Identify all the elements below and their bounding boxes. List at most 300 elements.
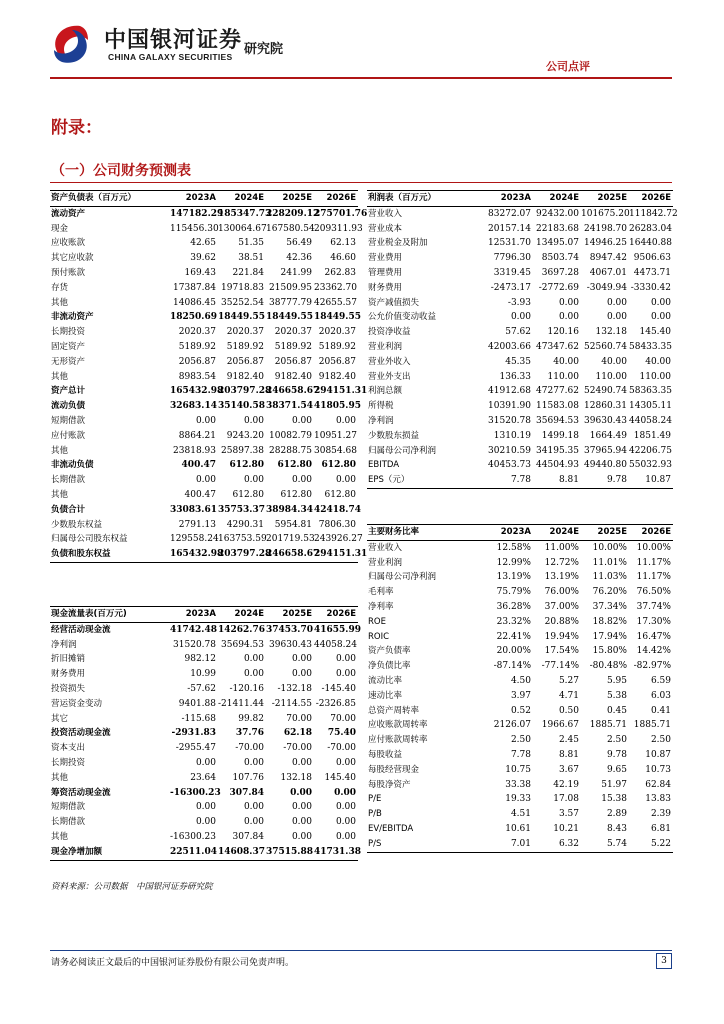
cell-value: 42655.57	[314, 297, 357, 308]
table-row	[367, 296, 673, 311]
row-label: 归属母公司净利润	[368, 445, 437, 456]
row-label: 总资产周转率	[368, 705, 420, 716]
table-row	[367, 615, 673, 630]
cell-value: 37965.94	[584, 445, 627, 456]
cell-value: 3.67	[558, 764, 579, 775]
cell-value: -70.00	[235, 743, 264, 754]
cell-value: -2326.85	[315, 698, 356, 709]
cell-value: 110.00	[595, 371, 627, 382]
cell-value: 23.64	[190, 772, 216, 783]
cell-value: 165432.98	[170, 386, 224, 397]
cell-value: 12.58%	[496, 542, 531, 553]
cell-value: 58363.35	[629, 386, 672, 397]
cell-value: 2.50	[606, 735, 627, 746]
cell-value: 44058.24	[314, 639, 357, 650]
cell-value: -2931.83	[171, 728, 216, 739]
cell-value: 38371.54	[266, 401, 313, 412]
cell-value: 4.50	[510, 675, 531, 686]
table-row	[50, 414, 358, 429]
cell-value: 0.00	[335, 831, 356, 842]
row-label: 其他	[51, 489, 69, 500]
cell-value: 70.00	[330, 713, 356, 724]
cell-value: 57.62	[505, 327, 531, 338]
cell-value: 115456.30	[170, 223, 219, 234]
table-row	[367, 600, 673, 615]
table-row	[50, 845, 358, 860]
cell-value: 7796.30	[493, 253, 531, 264]
row-label: 归属母公司股东权益	[51, 534, 128, 545]
cell-value: 16.47%	[636, 631, 671, 642]
row-label: 财务费用	[51, 669, 86, 680]
row-label: 公允价值变动收益	[368, 312, 437, 323]
cell-value: 42206.75	[629, 445, 672, 456]
cell-value: -80.48%	[589, 661, 627, 672]
table-row	[50, 236, 358, 251]
cell-value: 203797.28	[218, 547, 266, 562]
cell-value: 0.00	[334, 787, 356, 798]
row-label: 其它应收款	[51, 253, 94, 264]
cell-value: 4290.31	[226, 519, 264, 530]
cell-value: 38.51	[238, 253, 264, 264]
row-label: P/S	[367, 837, 485, 852]
cell-value: 0.00	[291, 415, 312, 426]
table-row	[50, 325, 358, 340]
cell-value: 0.00	[335, 654, 356, 665]
table-header-row	[367, 525, 673, 541]
cell-value: 241.99	[280, 267, 312, 278]
cell-value: -82.97%	[633, 661, 671, 672]
cell-value: 23362.70	[314, 282, 357, 293]
cell-value: 76.50%	[636, 587, 671, 598]
row-label: 营业成本	[368, 223, 403, 234]
cell-value: 41912.68	[488, 386, 531, 397]
cell-value: 0.00	[243, 415, 264, 426]
cell-value: 33.38	[505, 779, 531, 790]
cell-value: 9182.40	[318, 371, 356, 382]
cell-value: 10951.27	[314, 430, 357, 441]
cell-value: 37515.88	[266, 845, 314, 860]
cell-value: 5189.92	[274, 341, 312, 352]
table-row	[367, 704, 673, 719]
row-label: 净利润	[368, 415, 394, 426]
table-row	[367, 556, 673, 571]
cell-value: 169.43	[184, 267, 216, 278]
cell-value: 52560.74	[584, 341, 627, 352]
cell-value: 28288.75	[269, 445, 312, 456]
row-label: 净利率	[368, 601, 394, 612]
cell-value: 0.00	[510, 312, 531, 323]
cell-value: 37453.70	[266, 624, 313, 635]
cell-value: 6.32	[533, 837, 581, 852]
cell-value: 129558.24	[170, 534, 219, 545]
cell-value: 7806.30	[318, 519, 356, 530]
table-row	[367, 414, 673, 429]
cell-value: 0.00	[291, 817, 312, 828]
cell-value: 2056.87	[318, 356, 356, 367]
cell-value: 3.97	[510, 690, 531, 701]
table-row	[50, 429, 358, 444]
cell-value: 41742.48	[170, 624, 217, 635]
table-row	[367, 444, 673, 459]
cell-value: 62.84	[645, 779, 671, 790]
cell-value: 982.12	[184, 654, 216, 665]
cell-value: 11.17%	[636, 557, 671, 568]
cell-value: 8947.42	[589, 253, 627, 264]
cell-value: 92432.00	[536, 208, 579, 219]
table-row	[50, 503, 358, 518]
cell-value: 1310.19	[493, 430, 531, 441]
cell-value: 4.51	[510, 809, 531, 820]
cell-value: 0.00	[606, 297, 627, 308]
cell-value: 39630.43	[584, 415, 627, 426]
row-label: 投资活动现金流	[51, 728, 111, 739]
table-row	[50, 458, 358, 473]
cell-value: 165432.98	[170, 547, 218, 562]
table-row	[367, 659, 673, 674]
cell-value: 0.00	[243, 654, 264, 665]
table-row	[367, 733, 673, 748]
cell-value: 5.27	[558, 675, 579, 686]
cell-value: 14086.45	[173, 297, 216, 308]
cell-value: 262.83	[324, 267, 356, 278]
cell-value: 9182.40	[274, 371, 312, 382]
year-header: 2024E	[533, 525, 581, 541]
cell-value: 1851.49	[633, 430, 671, 441]
cell-value: 4473.71	[633, 267, 671, 278]
cell-value: 612.80	[280, 489, 312, 500]
table-row	[50, 547, 358, 562]
row-label: EV/EBITDA	[368, 823, 414, 834]
table-row	[367, 570, 673, 585]
cell-value: 13.19%	[544, 572, 579, 583]
row-label: 应收账款周转率	[368, 720, 428, 731]
cell-value: 167580.54	[266, 223, 315, 234]
table-row	[367, 458, 673, 473]
table-row	[367, 718, 673, 733]
cell-value: 18250.69	[170, 312, 217, 323]
cell-value: 12531.70	[488, 238, 531, 249]
row-label: 其他	[51, 297, 69, 308]
cell-value: 0.00	[335, 669, 356, 680]
cell-value: 9243.20	[226, 430, 264, 441]
cell-value: 17.94%	[592, 631, 627, 642]
cell-value: 5189.92	[178, 341, 216, 352]
year-header: 2026E	[629, 525, 673, 541]
cell-value: 2.89	[606, 809, 627, 820]
cell-value: -2772.69	[538, 282, 579, 293]
cell-value: -70.00	[283, 743, 312, 754]
cell-value: 0.00	[335, 802, 356, 813]
table-row	[50, 667, 358, 682]
cell-value: 19.94%	[544, 631, 579, 642]
cell-value: 9182.40	[226, 371, 264, 382]
row-label: 经营活动现金流	[51, 624, 111, 635]
cell-value: 400.47	[181, 460, 216, 471]
cell-value: 111842.72	[629, 208, 678, 219]
table-row	[367, 822, 673, 837]
cell-value: 8503.74	[541, 253, 579, 264]
table-row	[50, 682, 358, 697]
year-header: 2023A	[485, 525, 533, 541]
brand-subtitle: 研究院	[244, 42, 284, 57]
cell-value: 18449.55	[314, 312, 361, 323]
cell-value: 132.18	[595, 327, 627, 338]
table-row	[50, 488, 358, 503]
cell-value: 0.45	[606, 705, 627, 716]
cell-value: 120.16	[547, 327, 579, 338]
row-label: 流动资产	[51, 208, 86, 219]
cell-value: 0.00	[335, 817, 356, 828]
cell-value: 37.34%	[592, 601, 627, 612]
row-label: 营业费用	[368, 253, 403, 264]
cell-value: 1885.71	[633, 720, 671, 731]
table-row	[50, 266, 358, 281]
cell-value: 34195.35	[536, 445, 579, 456]
table-row	[50, 771, 358, 786]
table-row	[50, 473, 358, 488]
cell-value: 0.00	[290, 787, 312, 798]
cell-value: 51.97	[601, 779, 627, 790]
year-header: 2026E	[314, 607, 358, 623]
cell-value: 17387.84	[173, 282, 216, 293]
cell-value: 101675.20	[581, 208, 630, 219]
cell-value: 110.00	[639, 371, 671, 382]
cell-value: 0.00	[243, 802, 264, 813]
cell-value: 24198.70	[584, 223, 627, 234]
table-row	[367, 792, 673, 807]
cell-value: -145.40	[321, 683, 356, 694]
table-row	[50, 726, 358, 741]
row-label: 长期投资	[51, 757, 86, 768]
cell-value: 20.88%	[544, 616, 579, 627]
row-label: 现金净增加额	[50, 845, 170, 860]
cell-value: 16440.88	[629, 238, 672, 249]
cell-value: 5.74	[581, 837, 629, 852]
cell-value: 14305.11	[629, 401, 672, 412]
cell-value: -120.16	[229, 683, 264, 694]
cell-value: 30210.59	[488, 445, 531, 456]
cell-value: 0.00	[195, 757, 216, 768]
cell-value: -3.93	[507, 297, 531, 308]
cell-value: 70.00	[286, 713, 312, 724]
cell-value: 2056.87	[226, 356, 264, 367]
cell-value: 2791.13	[178, 519, 216, 530]
row-label: 筹资活动现金流	[51, 787, 111, 798]
cell-value: 22.41%	[496, 631, 531, 642]
row-label: 每股经营现金	[368, 764, 420, 775]
table-row	[367, 266, 673, 281]
row-label: 应付账款周转率	[368, 735, 428, 746]
year-header: 2025E	[581, 525, 629, 541]
cell-value: 243926.27	[314, 534, 363, 545]
cell-value: 32683.14	[170, 401, 217, 412]
cell-value: 42418.74	[314, 504, 361, 515]
cell-value: 0.00	[195, 802, 216, 813]
cell-value: 35140.58	[218, 401, 265, 412]
cell-value: 0.00	[291, 831, 312, 842]
cell-value: 0.00	[558, 297, 579, 308]
cell-value: 1966.67	[541, 720, 579, 731]
cell-value: 39630.43	[269, 639, 312, 650]
cell-value: 75.40	[327, 728, 356, 739]
cell-value: 2.50	[650, 735, 671, 746]
galaxy-logo-icon	[50, 22, 92, 66]
cell-value: 40453.73	[488, 460, 531, 471]
cell-value: 7.01	[485, 837, 533, 852]
table-header-row	[367, 191, 673, 207]
cell-value: 307.84	[232, 831, 264, 842]
cell-value: 2020.37	[178, 327, 216, 338]
cell-value: 0.00	[335, 757, 356, 768]
table-row	[367, 251, 673, 266]
section-divider	[50, 182, 672, 183]
cell-value: 19.33	[505, 794, 531, 805]
row-label: 流动比率	[368, 675, 403, 686]
row-label: 净负债比率	[368, 661, 411, 672]
cell-value: 10.87	[629, 473, 673, 488]
report-type-label: 公司点评	[546, 60, 590, 73]
cell-value: 41805.95	[314, 401, 361, 412]
income-statement-table	[367, 190, 678, 489]
cell-value: -57.62	[187, 683, 216, 694]
table-row	[367, 310, 673, 325]
cell-value: 83272.07	[488, 208, 531, 219]
table-row	[50, 800, 358, 815]
cell-value: 76.00%	[544, 587, 579, 598]
table-row	[367, 206, 673, 221]
cell-value: 2.39	[650, 809, 671, 820]
table-title: 利润表（百万元）	[367, 191, 485, 207]
table-row	[50, 830, 358, 845]
year-header: 2025E	[266, 191, 314, 207]
table-row	[367, 281, 673, 296]
cell-value: 23818.93	[173, 445, 216, 456]
cell-value: -16300.23	[170, 831, 216, 842]
cell-value: 51.35	[238, 238, 264, 249]
cell-value: 15.38	[601, 794, 627, 805]
cell-value: 47277.62	[536, 386, 579, 397]
cell-value: 2020.37	[318, 327, 356, 338]
row-label: 应付账款	[51, 430, 86, 441]
row-label: 流动负债	[51, 401, 86, 412]
row-label: 资产负债率	[368, 646, 411, 657]
cell-value: 14608.37	[218, 845, 266, 860]
row-label: 毛利率	[368, 587, 394, 598]
cell-value: 0.00	[558, 312, 579, 323]
row-label: 少数股东损益	[368, 430, 420, 441]
cell-value: 21509.95	[269, 282, 312, 293]
row-label: 非流动负债	[51, 460, 94, 471]
cell-value: 37.76	[235, 728, 264, 739]
row-label: 长期借款	[51, 475, 86, 486]
cell-value: 185347.73	[218, 208, 272, 219]
row-label: 速动比率	[368, 690, 403, 701]
cell-value: 76.20%	[592, 587, 627, 598]
cell-value: 20157.14	[488, 223, 531, 234]
table-row	[50, 222, 358, 237]
table-row	[367, 222, 673, 237]
cell-value: 10.99	[190, 669, 216, 680]
cell-value: 99.82	[238, 713, 264, 724]
cell-value: -70.00	[327, 743, 356, 754]
cell-value: 18.82%	[592, 616, 627, 627]
cell-value: 42.36	[286, 253, 312, 264]
table-row	[50, 697, 358, 712]
row-label: 管理费用	[368, 267, 403, 278]
cell-value: 4.71	[558, 690, 579, 701]
cell-value: 0.41	[650, 705, 671, 716]
row-label: 负债和股东权益	[50, 547, 170, 562]
row-label: 营业收入	[368, 542, 403, 553]
cell-value: 0.00	[291, 802, 312, 813]
cell-value: 35252.54	[221, 297, 264, 308]
cell-value: 0.52	[510, 705, 531, 716]
source-note: 资料来源：公司数据 中国银河证券研究院	[51, 882, 213, 892]
cell-value: 6.81	[650, 823, 671, 834]
cell-value: 52490.74	[584, 386, 627, 397]
cell-value: 275701.76	[314, 208, 368, 219]
cell-value: -77.14%	[541, 661, 579, 672]
year-header: 2024E	[218, 191, 266, 207]
cell-value: 19718.83	[221, 282, 264, 293]
table-row	[50, 296, 358, 311]
cell-value: 7.78	[510, 749, 531, 760]
appendix-heading: 附录：	[51, 118, 102, 138]
cell-value: 201719.53	[266, 534, 315, 545]
cell-value: 10082.79	[269, 430, 312, 441]
cell-value: 8.81	[533, 473, 581, 488]
cell-value: -2473.17	[490, 282, 531, 293]
year-header: 2023A	[485, 191, 533, 207]
cell-value: 17.30%	[636, 616, 671, 627]
table-row	[367, 399, 673, 414]
balance-sheet-table	[50, 190, 368, 563]
row-label: 其他	[51, 371, 69, 382]
table-row	[50, 638, 358, 653]
cell-value: 3.57	[558, 809, 579, 820]
table-row	[50, 518, 358, 533]
cell-value: 3697.28	[541, 267, 579, 278]
row-label: 预付账款	[51, 267, 86, 278]
year-header: 2023A	[170, 607, 218, 623]
cell-value: 10.73	[645, 764, 671, 775]
cell-value: 12.99%	[496, 557, 531, 568]
cell-value: 13.83	[645, 794, 671, 805]
cell-value: 62.18	[283, 728, 312, 739]
cell-value: 9.78	[581, 473, 629, 488]
cell-value: 203797.28	[218, 386, 272, 397]
cell-value: 41655.99	[314, 624, 361, 635]
cell-value: 13.19%	[496, 572, 531, 583]
cell-value: 35753.37	[218, 504, 265, 515]
cell-value: 0.00	[243, 669, 264, 680]
cell-value: 612.80	[277, 460, 312, 471]
cell-value: 10.00%	[636, 542, 671, 553]
cell-value: 0.00	[243, 817, 264, 828]
row-label: 其他	[51, 772, 69, 783]
table-row	[367, 340, 673, 355]
cell-value: 23.32%	[496, 616, 531, 627]
cell-value: 2020.37	[226, 327, 264, 338]
cell-value: -2955.47	[175, 743, 216, 754]
cell-value: 9.65	[606, 764, 627, 775]
cell-value: 0.00	[291, 475, 312, 486]
cell-value: -87.14%	[493, 661, 531, 672]
cell-value: 15.80%	[592, 646, 627, 657]
row-label: 长期投资	[51, 327, 86, 338]
cell-value: 11.00%	[544, 542, 579, 553]
cell-value: 0.00	[291, 669, 312, 680]
